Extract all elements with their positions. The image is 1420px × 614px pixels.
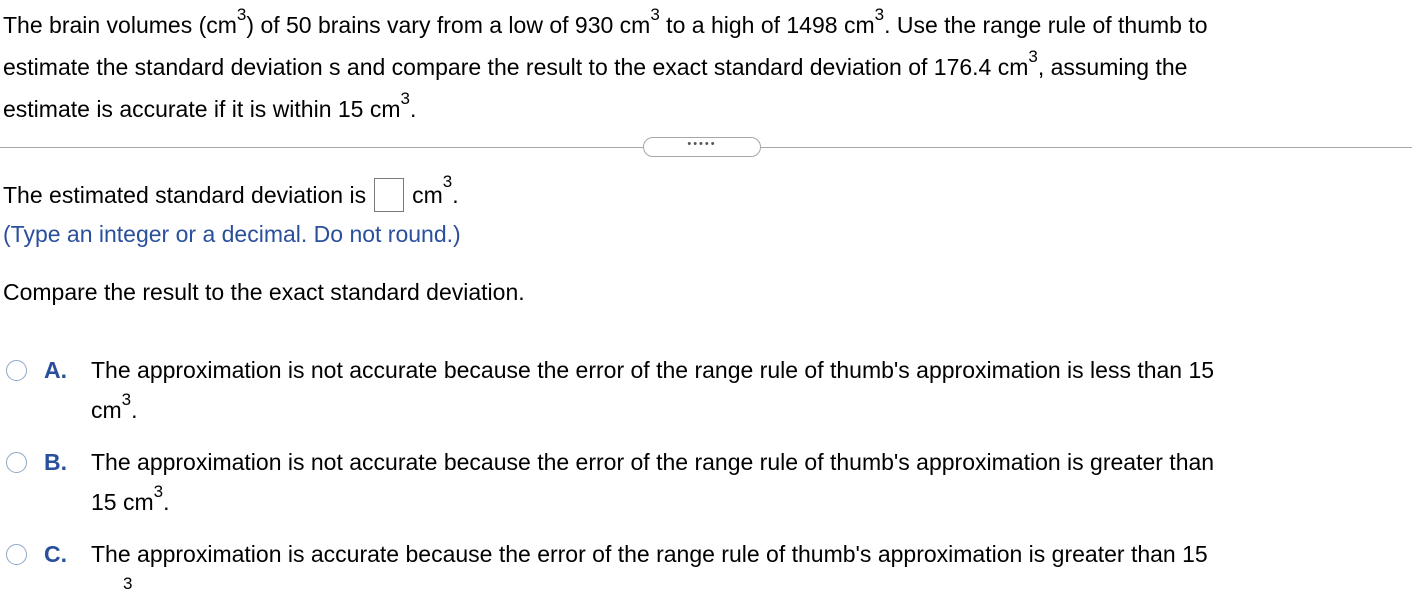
- problem-text: .: [410, 96, 417, 122]
- problem-text: , assuming the: [1037, 54, 1188, 80]
- problem-text: The brain volumes (cm: [3, 12, 237, 38]
- problem-text: estimate is accurate if it is within 15 cm: [3, 96, 401, 122]
- exponent: 3: [650, 5, 660, 24]
- exponent: 3: [1028, 47, 1038, 66]
- option-text-line: The approximation is not accurate because the error of the range rule of thumb's approximation is less than 15: [91, 357, 1215, 383]
- answer-prefix: The estimated standard deviation is: [3, 181, 367, 208]
- option-text-end: .: [131, 397, 138, 423]
- problem-text: estimate the standard deviation s and compare the result to the exact standard deviation of 176.4 cm: [3, 54, 1029, 80]
- exponent: 3: [236, 5, 247, 24]
- option-text-line: [91, 574, 1391, 614]
- option-text-line: The approximation is not accurate because the error of the range rule of thumb's approximation is greater than: [91, 449, 1215, 475]
- problem-statement: [3, 4, 1403, 130]
- problem-line-1: [3, 4, 1403, 46]
- exponent: 3: [874, 5, 885, 24]
- option-text-end: .: [163, 489, 170, 515]
- expand-button[interactable]: •••••: [643, 137, 761, 157]
- option-text-unit: cm: [91, 397, 122, 423]
- option-text-unit: 15 cm: [91, 489, 154, 515]
- option-text: [91, 350, 1391, 430]
- option-text: [91, 442, 1391, 522]
- radio-button-b[interactable]: [6, 452, 27, 473]
- option-a[interactable]: [0, 350, 1410, 430]
- problem-text: . Use the range rule of thumb to: [884, 12, 1208, 38]
- option-c[interactable]: [0, 534, 1410, 612]
- option-letter: C.: [44, 541, 67, 567]
- compare-prompt: Compare the result to the exact standard deviation.: [3, 279, 525, 305]
- problem-text: to a high of 1498 cm: [659, 12, 875, 38]
- exponent: 3: [153, 482, 164, 501]
- option-letter: A.: [44, 357, 67, 383]
- input-hint: (Type an integer or a decimal. Do not round.): [3, 221, 461, 247]
- option-text-line: [91, 482, 1391, 522]
- problem-text: ) of 50 brains vary from a low of 930 cm: [246, 12, 651, 38]
- option-letter: B.: [44, 449, 67, 475]
- radio-button-a[interactable]: [6, 360, 27, 381]
- exponent: 3: [121, 390, 132, 409]
- problem-line-3: [3, 88, 1403, 130]
- problem-line-2: [3, 46, 1403, 88]
- option-text: [91, 534, 1391, 614]
- answer-unit: cm: [412, 181, 443, 208]
- option-text-line: [91, 390, 1391, 430]
- exponent: 3: [400, 89, 410, 108]
- option-text-line: The approximation is accurate because the error of the range rule of thumb's approximation is greater than 15: [91, 541, 1208, 567]
- answer-line: The estimated standard deviation is cm 3 .: [3, 172, 459, 218]
- standard-deviation-input[interactable]: [374, 178, 404, 212]
- option-b[interactable]: [0, 442, 1410, 522]
- radio-button-c[interactable]: [6, 544, 27, 565]
- answer-suffix: .: [452, 181, 459, 208]
- exponent: 3: [123, 574, 133, 593]
